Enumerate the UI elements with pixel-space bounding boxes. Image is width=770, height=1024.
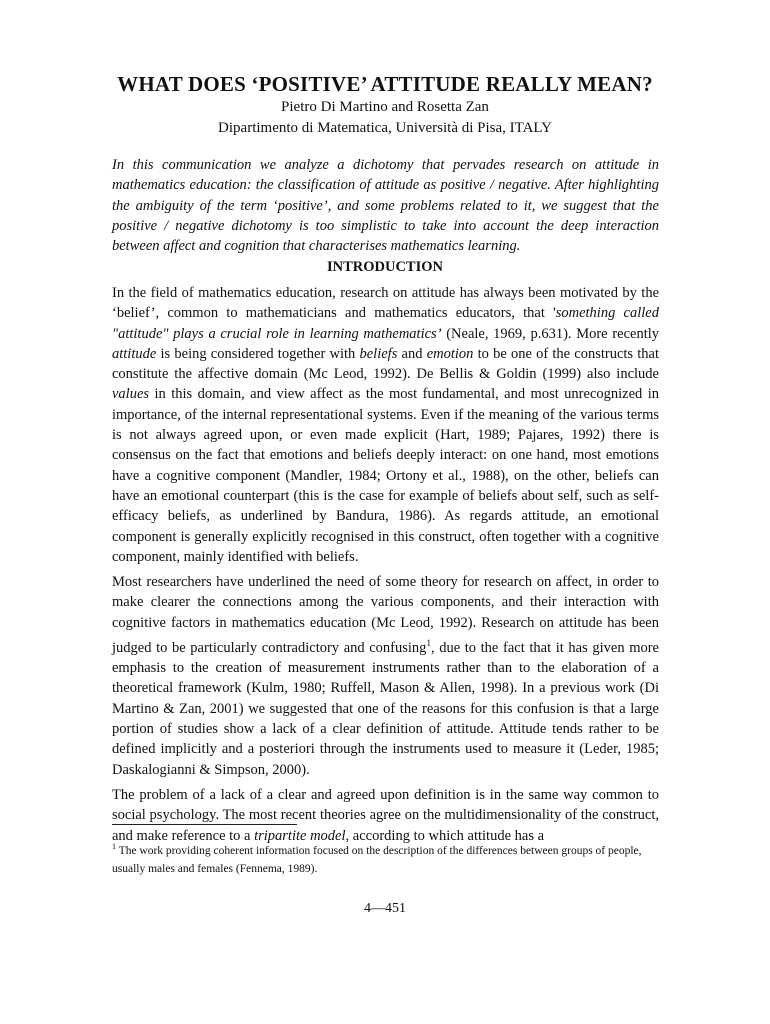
p1-text: is being considered together with xyxy=(156,345,360,362)
abstract: In this communication we analyze a dichotomy that pervades research on attitude in mathematics education: the classification of attitude as positive / negative. After highlighting the ambiguity of the term ‘positive’, and some problems related to it, we suggest that the positive / negative dichotomy is too simplistic to take into account the deep interaction between affect and cognition that characterises mathematics learning. xyxy=(112,157,659,255)
p3-term: tripartite model xyxy=(254,827,346,844)
paragraph-3 xyxy=(112,785,659,846)
p3-text: , according to which attitude has a xyxy=(345,827,545,844)
p1-quote: something called "attitude" plays a crucial role in learning mathematics’ xyxy=(112,305,659,342)
p1-text: and xyxy=(397,345,427,362)
paper-title: WHAT DOES ‘POSITIVE’ ATTITUDE REALLY MEAN? xyxy=(117,72,653,96)
body-text xyxy=(112,283,659,851)
footnote-reference: 1 xyxy=(426,638,431,649)
footnote-rule xyxy=(112,824,297,825)
p1-text: (Neale, 1969, p.631). More recently xyxy=(441,325,659,342)
p2-text: , due to the fact that it has given more emphasis to the creation of measurement instruments rather than to the elaboration of a theoretical framework (Kulm, 1980; Ruffell, Mason & Allen, 1998). In a previous work (Di Martino & Zan, 2001) we suggested that one of the reasons for this confusion is that a large portion of studies show a lack of a clear definition of attitude. Attitude tends rather to be defined implicitly and a posteriori through the instruments used to measure it (Leder, 1985; Daskalogianni & Simpson, 2000). xyxy=(112,639,659,778)
p1-term: beliefs xyxy=(359,345,398,362)
page-number: 4—451 xyxy=(364,901,406,916)
p1-text: in this domain, and view affect as the most fundamental, and most unrecognized in importance, of the internal representational systems. Even if the meaning of the various terms is not always agreed upon, or even made explicit (Hart, 1989; Pajares, 1992) there is consensus on the fact that emotions and beliefs deeply interact: on one hand, most emotions have a cognitive component (Mandler, 1984; Ortony et al., 1988), on the other, beliefs can have an emotional counterpart (this is the case for example of beliefs about self, such as self-efficacy beliefs, as underlined by Bandura, 1986). As regards attitude, an emotional component is generally explicitly recognised in this construct, often together with a cognitive component, mainly identified with beliefs. xyxy=(112,386,659,565)
p1-text: In the field of mathematics education, research on attitude has always been motivated by the ‘belief’, common to mathematicians and mathematics educators, that ' xyxy=(112,285,659,322)
author-line: Pietro Di Martino and Rosetta Zan xyxy=(281,99,489,115)
p1-term: emotion xyxy=(426,345,474,362)
p1-term: attitude xyxy=(112,345,157,362)
footnote-marker: 1 xyxy=(112,842,116,851)
p2-text: Most researchers have underlined the need of some theory for research on affect, in order to make clearer the connections among the various components, and their interaction with cognitive factors in mathematics education (Mc Leod, 1992). Research on attitude has been judged to be particularly contradictory and confusing xyxy=(112,574,659,656)
footnote xyxy=(112,838,659,878)
section-heading: INTRODUCTION xyxy=(326,259,443,275)
p1-text: to be one of the constructs that constitute the affective domain (Mc Leod, 1992). De Bellis & Goldin (1999) also include xyxy=(112,345,660,383)
p1-term: values xyxy=(112,386,150,403)
p3-text: The problem of a lack of a clear and agreed upon definition is in the same way common to social psychology. The most recent theories agree on the multidimensionality of the construct, and make reference to a xyxy=(112,786,659,844)
paragraph-2 xyxy=(112,572,659,780)
affiliation-line: Dipartimento di Matematica, Università di Pisa, ITALY xyxy=(218,120,552,136)
paragraph-1 xyxy=(112,283,659,567)
footnote-text: The work providing coherent information focused on the description of the differences between groups of people, usually males and females (Fennema, 1989). xyxy=(112,844,642,875)
